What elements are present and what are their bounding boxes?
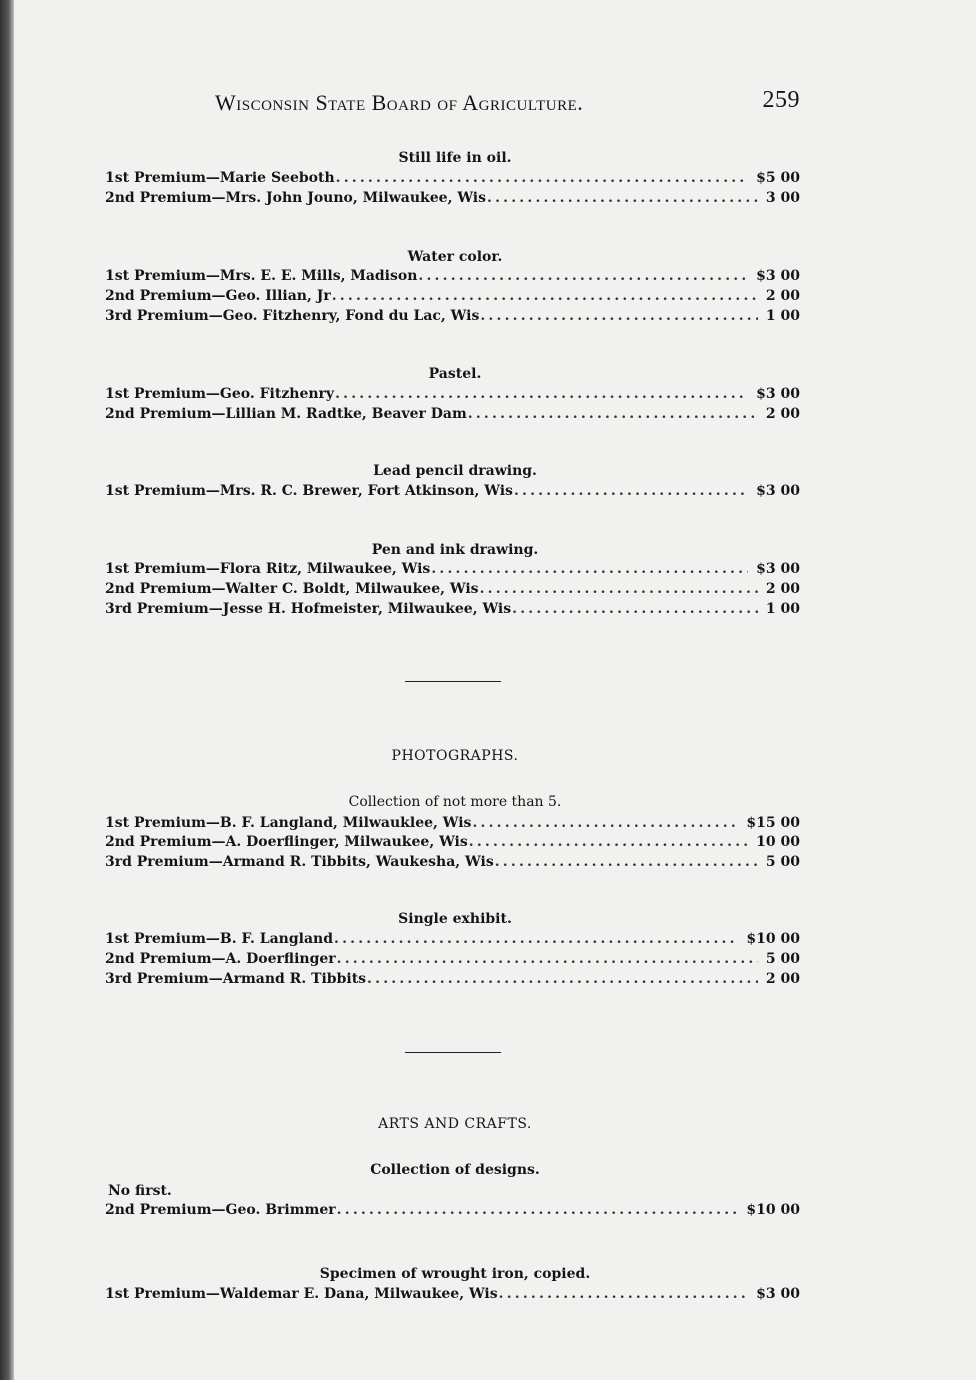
part-title: ARTS AND CRAFTS. [378,1116,532,1132]
premium-entry [105,601,800,620]
entry-amount: 1 00 [765,601,800,617]
part-title: PHOTOGRAPHS. [391,748,519,764]
premium-entry [105,951,800,970]
premium-entry [105,483,800,502]
entry-label: 1st Premium—Waldemar E. Dana, Milwaukee, Wis [105,1286,498,1302]
section-heading: Pen and ink drawing. [371,542,539,558]
entry-amount: $3 00 [756,386,800,402]
premium-entry [105,1202,800,1221]
section-divider [405,1052,501,1053]
entry-label: 3rd Premium—Geo. Fitzhenry, Fond du Lac, Wis [105,308,480,324]
premium-entry [105,190,800,209]
entry-label: 1st Premium—B. F. Langland, Milwauklee, Wis [105,815,472,831]
entry-amount: 10 00 [756,834,800,850]
note-text: No first. [108,1183,172,1199]
leader-dots [333,931,738,947]
running-header [215,87,800,116]
entry-label: 2nd Premium—Mrs. John Jouno, Milwaukee, Wis [105,190,486,206]
leader-dots [366,971,758,987]
entry-amount: 2 00 [765,288,800,304]
entry-label: 2nd Premium—A. Doerflinger [105,951,336,967]
leader-dots [336,1202,739,1218]
page-header-title: Wisconsin State Board of Agriculture. [215,90,584,115]
premium-entry [105,854,800,873]
premium-entry [105,971,800,990]
section-heading: Pastel. [428,366,482,382]
entry-amount: $3 00 [756,561,800,577]
premium-entry [105,581,800,600]
section-heading: Specimen of wrought iron, copied. [319,1266,591,1282]
leader-dots [417,268,748,284]
entry-amount: $3 00 [756,483,800,499]
leader-dots [511,601,758,617]
leader-dots [334,386,748,402]
leader-dots [467,406,758,422]
leader-dots [336,951,758,967]
entry-amount: $3 00 [756,1286,800,1302]
entry-label: 1st Premium—Geo. Fitzhenry [105,386,335,402]
entry-amount: $10 00 [746,1202,800,1218]
leader-dots [430,561,748,577]
section-heading: Still life in oil. [398,150,512,166]
leader-dots [479,581,758,597]
entry-label: 2nd Premium—Walter C. Boldt, Milwaukee, Wis [105,581,479,597]
leader-dots [471,815,738,831]
entry-amount: 3 00 [765,190,800,206]
entry-label: 3rd Premium—Armand R. Tibbits [105,971,367,987]
premium-entry [105,834,800,853]
leader-dots [486,190,758,206]
entry-amount: 5 00 [765,854,800,870]
premium-entry [105,386,800,405]
premium-entry [105,288,800,307]
page-number: 259 [762,87,800,113]
leader-dots [513,483,748,499]
entry-amount: 2 00 [765,971,800,987]
entry-amount: $5 00 [756,170,800,186]
section-divider [405,681,501,682]
premium-entry [105,308,800,327]
entry-amount: $3 00 [756,268,800,284]
entry-label: 1st Premium—Flora Ritz, Milwaukee, Wis [105,561,431,577]
leader-dots [335,170,749,186]
premium-entry [105,268,800,287]
leader-dots [498,1286,749,1302]
entry-amount: $10 00 [746,931,800,947]
premium-entry [105,931,800,950]
premium-entry [105,406,800,425]
entry-label: 3rd Premium—Jesse H. Hofmeister, Milwaukee, Wis [105,601,512,617]
entry-amount: 2 00 [765,581,800,597]
leader-dots [468,834,748,850]
premium-entry [105,815,800,834]
section-heading: Collection of designs. [370,1162,540,1178]
premium-entry [105,561,800,580]
entry-amount: 1 00 [765,308,800,324]
entry-label: 2nd Premium—Geo. Illian, Jr [105,288,331,304]
section-heading: Lead pencil drawing. [373,463,537,479]
entry-label: 2nd Premium—Lillian M. Radtke, Beaver Dam [105,406,467,422]
entry-label: 2nd Premium—Geo. Brimmer [105,1202,336,1218]
premium-entry [105,1286,800,1305]
section-heading: Water color. [407,249,503,265]
section-heading: Collection of not more than 5. [348,794,562,810]
entry-label: 2nd Premium—A. Doerflinger, Milwaukee, Wis [105,834,468,850]
leader-dots [494,854,758,870]
section-heading: Single exhibit. [398,911,512,927]
entry-label: 1st Premium—Mrs. E. E. Mills, Madison [105,268,418,284]
entry-label: 3rd Premium—Armand R. Tibbits, Waukesha, Wis [105,854,494,870]
entry-amount: 5 00 [765,951,800,967]
entry-amount: $15 00 [746,815,800,831]
entry-label: 1st Premium—Mrs. R. C. Brewer, Fort Atkinson, Wis [105,483,513,499]
entry-amount: 2 00 [765,406,800,422]
entry-label: 1st Premium—B. F. Langland [105,931,333,947]
leader-dots [331,288,758,304]
leader-dots [479,308,758,324]
entry-label: 1st Premium—Marie Seeboth [105,170,335,186]
premium-entry [105,170,800,189]
